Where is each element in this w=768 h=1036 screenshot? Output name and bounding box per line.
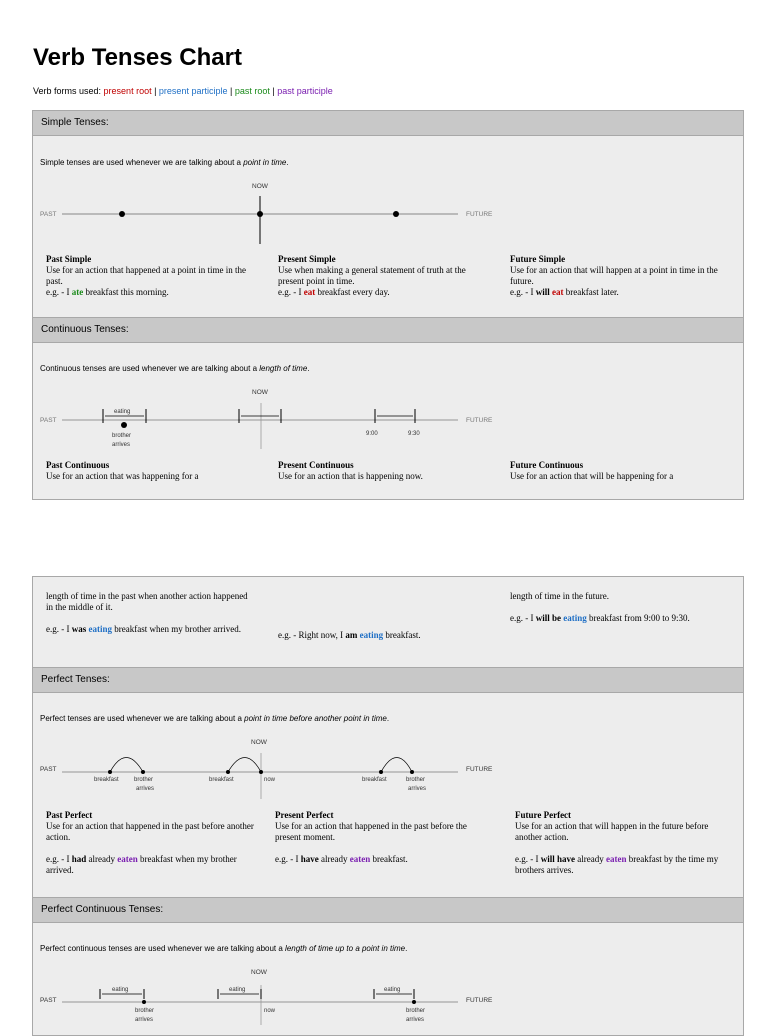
- future-continuous-title: Future Continuous Use for an action that will be happening for a: [510, 460, 674, 481]
- time-end-label: 9:30: [408, 431, 420, 437]
- present-point: [257, 211, 263, 217]
- svg-text:now: now: [264, 777, 276, 783]
- svg-text:brother: brother: [406, 1008, 426, 1014]
- svg-text:breakfast: breakfast: [94, 777, 119, 783]
- svg-text:brother: brother: [135, 1008, 155, 1014]
- past-eating-label: eating: [114, 409, 131, 415]
- perfect-timeline: [0, 735, 768, 805]
- timeline-future-label: FUTURE: [466, 211, 493, 218]
- past-perfect-block: Past Perfect Use for an action that happened in the past before another action. e.g. - I had already eaten breakfast when my brother arrived.: [46, 810, 254, 875]
- legend-sep: |: [227, 86, 235, 96]
- perfect-continuous-heading: Perfect Continuous Tenses:: [32, 897, 744, 923]
- svg-text:eating: eating: [384, 987, 401, 993]
- perfect-tenses-intro: Perfect tenses are used whenever we are talking about a point in time before another point in time.: [40, 714, 390, 723]
- past-point: [119, 211, 125, 217]
- legend-past-participle: past participle: [277, 86, 333, 96]
- continuous-timeline: [0, 385, 768, 455]
- svg-text:arrives: arrives: [136, 786, 155, 792]
- timeline-past-label: PAST: [40, 211, 57, 218]
- svg-text:brother: brother: [134, 777, 154, 783]
- continuous-tenses-intro: Continuous tenses are used whenever we are talking about a length of time.: [40, 364, 310, 373]
- simple-timeline: [0, 180, 768, 240]
- future-perfect-block: Future Perfect Use for an action that will happen in the future before another action. e.g. - I will have already eaten breakfast by the time my brothers arrives.: [515, 810, 719, 875]
- future-point: [393, 211, 399, 217]
- legend-prefix: Verb forms used:: [33, 86, 104, 96]
- now-label: NOW: [251, 739, 267, 746]
- present-continuous-title: Present Continuous Use for an action that is happening now.: [278, 460, 423, 481]
- continuous-tenses-heading: Continuous Tenses:: [32, 317, 744, 343]
- past-continuous-desc: length of time in the past when another action happened in the middle of it. e.g. - I was eating breakfast when my brother arrived.: [46, 591, 248, 634]
- legend-sep: |: [151, 86, 159, 96]
- present-perfect-block: Present Perfect Use for an action that happened in the past before the present moment. e.g. - I have already eaten breakfast.: [275, 810, 467, 864]
- future-continuous-desc: length of time in the future. e.g. - I will be eating breakfast from 9:00 to 9:30.: [510, 591, 690, 623]
- arrives-label: arrives: [112, 442, 131, 448]
- past-simple-block: Past Simple Use for an action that happened at a point in time in the past. e.g. - I ate breakfast this morning.: [46, 254, 246, 297]
- legend-past-root: past root: [234, 86, 270, 96]
- future-label: FUTURE: [466, 766, 493, 773]
- past-label: PAST: [40, 997, 57, 1004]
- simple-tenses-heading: Simple Tenses:: [32, 110, 744, 136]
- now-label: NOW: [252, 389, 268, 396]
- svg-text:arrives: arrives: [406, 1017, 425, 1023]
- legend-sep: |: [269, 86, 278, 96]
- svg-text:brother: brother: [406, 777, 426, 783]
- svg-text:arrives: arrives: [408, 786, 427, 792]
- svg-text:eating: eating: [112, 987, 129, 993]
- timeline-now-label: NOW: [252, 183, 268, 190]
- svg-text:breakfast: breakfast: [362, 777, 387, 783]
- future-label: FUTURE: [466, 997, 493, 1004]
- present-continuous-example: e.g. - Right now, I am eating breakfast.: [278, 630, 421, 640]
- perfect-continuous-timeline: [0, 965, 768, 1025]
- future-simple-block: Future Simple Use for an action that will happen at a point in time in the future. e.g. - I will eat breakfast later.: [510, 254, 718, 297]
- brother-label: brother: [112, 433, 132, 439]
- legend-present-participle: present participle: [158, 86, 228, 96]
- time-start-label: 9:00: [366, 431, 378, 437]
- present-simple-block: Present Simple Use when making a general statement of truth at the present point in time. e.g. - I eat breakfast every day.: [278, 254, 466, 297]
- now-label: NOW: [251, 969, 267, 976]
- simple-tenses-intro: Simple tenses are used whenever we are talking about a point in time.: [40, 158, 289, 167]
- legend-present-root: present root: [103, 86, 152, 96]
- svg-text:arrives: arrives: [135, 1017, 154, 1023]
- perfect-tenses-heading: Perfect Tenses:: [32, 667, 744, 693]
- svg-text:breakfast: breakfast: [209, 777, 234, 783]
- past-continuous-title: Past Continuous Use for an action that was happening for a: [46, 460, 199, 481]
- past-label: PAST: [40, 766, 57, 773]
- verb-forms-legend: [33, 86, 333, 96]
- svg-text:eating: eating: [229, 987, 246, 993]
- future-label: FUTURE: [466, 417, 493, 424]
- perfect-continuous-intro: Perfect continuous tenses are used whenever we are talking about a length of time up to a point in time.: [40, 944, 408, 953]
- page-title: Verb Tenses Chart: [33, 44, 242, 71]
- svg-text:now: now: [264, 1008, 276, 1014]
- past-label: PAST: [40, 417, 57, 424]
